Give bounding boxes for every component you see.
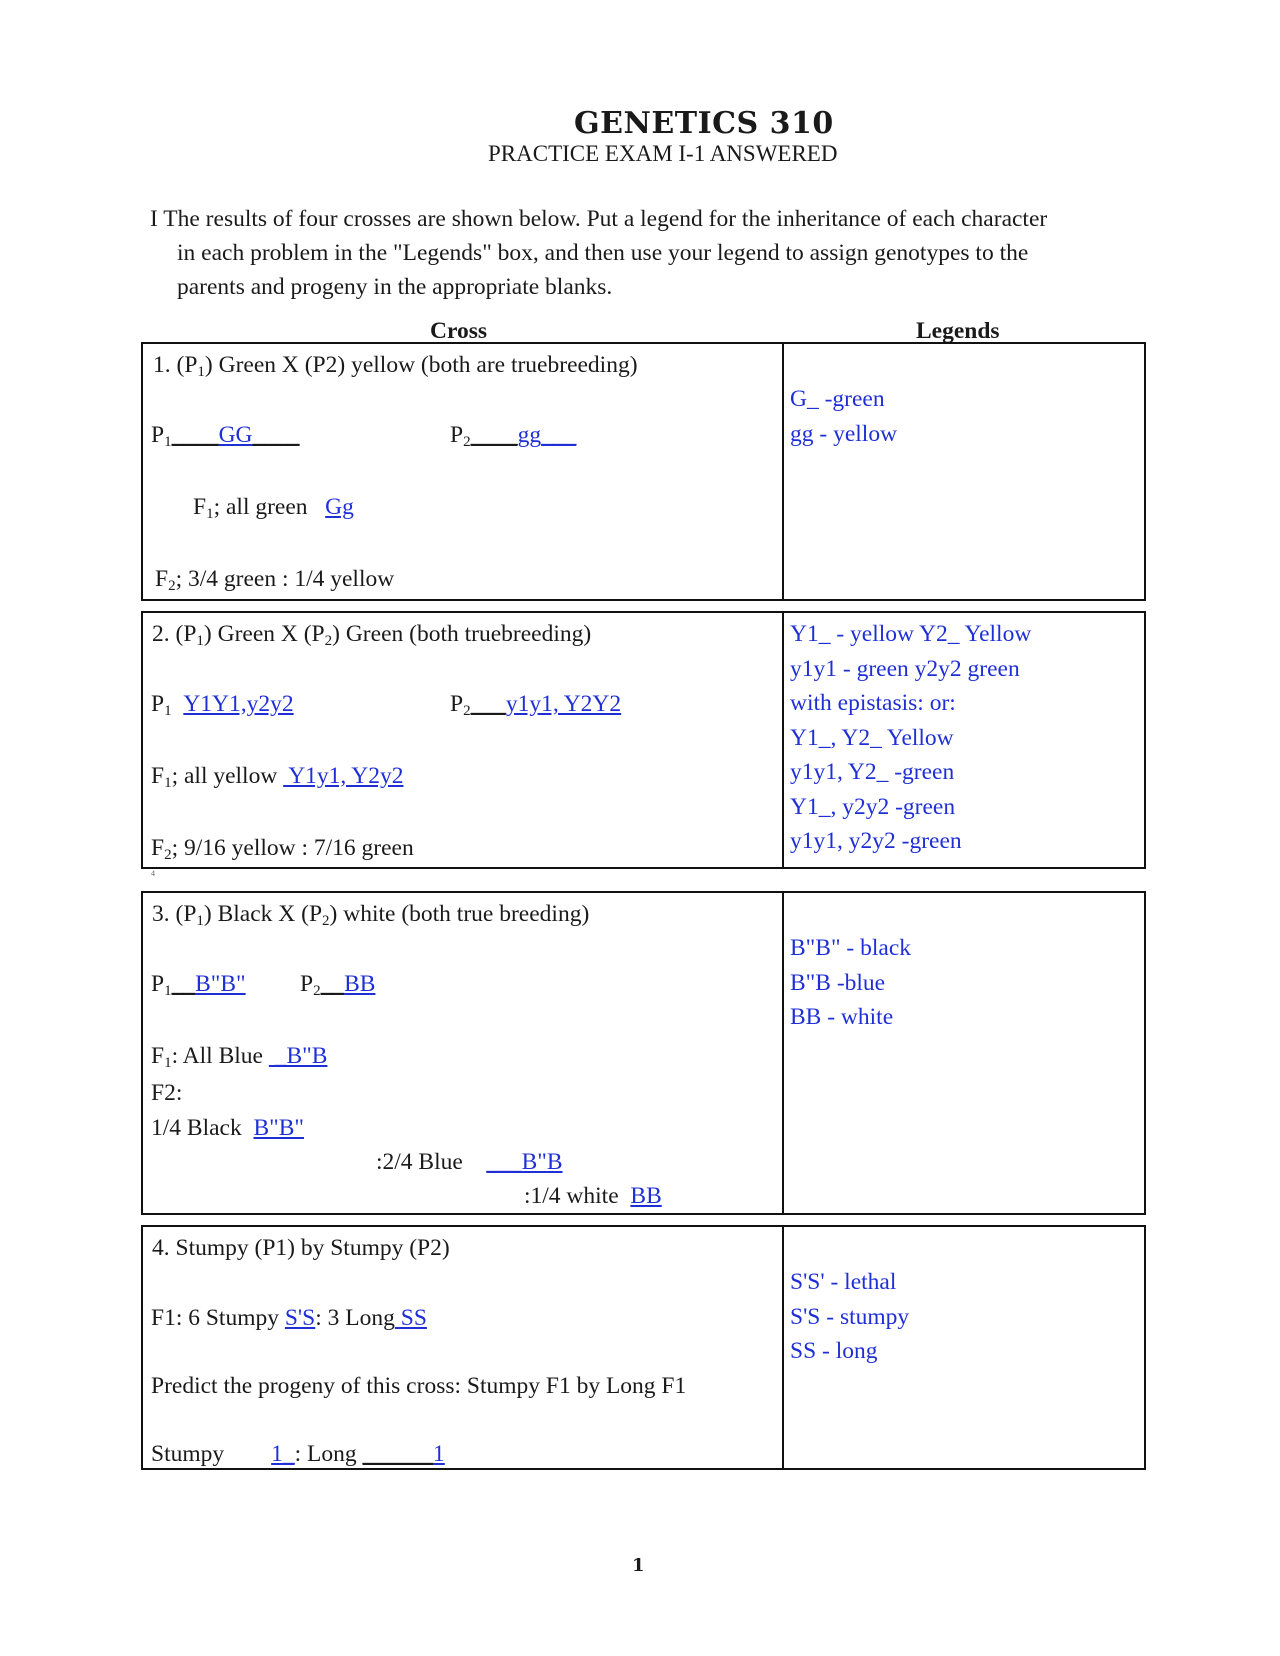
problem-1-f1-answer: Gg — [325, 494, 354, 520]
problem-3-f1-answer: B"B — [286, 1043, 328, 1069]
problem-1-box — [141, 342, 1146, 601]
page-number: 1 — [632, 1555, 645, 1576]
problem-1-p1: $P_1\_\_\_\_GG\_\_\_\_$ — [151, 422, 300, 450]
legend-line: S'S - stumpy — [790, 1303, 910, 1330]
legend-line: with epistasis: or: — [790, 690, 956, 716]
legend-line: Y1_, Y2_ Yellow — [790, 724, 954, 751]
problem-2-f2: $F_2$; 9/16 yellow : 7/16 green — [151, 835, 414, 863]
legend-line: SS - long — [790, 1338, 878, 1364]
problem-4-f1-answer-long: SS — [394, 1305, 427, 1331]
problem-3-p2-answer: BB — [344, 971, 376, 997]
page-title: GENETICS 310 — [574, 106, 834, 141]
legend-line: y1y1, y2y2 -green — [790, 828, 962, 854]
legend-line: gg - yellow — [790, 420, 898, 447]
problem-4-legend — [790, 1265, 909, 1369]
problem-3-box — [141, 891, 1146, 1215]
problem-3-black: 1/4 Black B"B" — [151, 1115, 305, 1141]
problem-3-black-answer: B"B" — [253, 1115, 305, 1141]
column-divider — [782, 344, 784, 599]
problem-2-box — [141, 611, 1146, 869]
problem-4-box — [141, 1225, 1146, 1470]
problem-1-f1: $F_1$; all green Gg — [193, 494, 354, 522]
problem-4-f1-answer-stumpy: S'S — [284, 1305, 316, 1331]
problem-4-result: Stumpy 1_: Long ______1 — [151, 1441, 445, 1467]
problem-4-f1: F1: 6 Stumpy S'S: 3 Long SS — [151, 1305, 427, 1331]
problem-3-f1: $F_1$: All Blue _B"B — [151, 1043, 328, 1071]
problem-3-p1-answer: B"B" — [195, 971, 246, 997]
column-header-legends: Legends — [916, 318, 1000, 344]
problem-2-legend — [790, 617, 1031, 859]
problem-3-heading: 3. $(P_1)$ Black X $(P_2)$ white (both true breeding) — [152, 901, 590, 929]
intro-line-3: parents and progeny in the appropriate blanks. — [177, 274, 613, 300]
column-divider — [782, 893, 784, 1213]
problem-3-white: :1/4 white BB — [524, 1183, 662, 1209]
problem-2-heading: 2. $(P_1)$ Green X $(P_2)$ Green (both truebreeding) — [152, 621, 592, 649]
problem-1-p2: $P_2\_\_\_\_gg\_\_\_$ — [450, 422, 577, 450]
legend-line: BB - white — [790, 1004, 894, 1030]
problem-4-long-answer: 1 — [433, 1441, 445, 1467]
problem-1-heading: 1. $(P_1)$ Green X (P2) yellow (both are truebreeding) — [153, 352, 638, 380]
legend-line: B"B -blue — [790, 969, 886, 996]
problem-1-p2-answer: gg — [517, 422, 542, 448]
legend-line: S'S' - lethal — [790, 1269, 897, 1295]
problem-3-p2: $P_2\_\_BB$ — [300, 971, 376, 999]
column-divider — [782, 1227, 784, 1468]
problem-1-f2: $F_2$; 3/4 green : 1/4 yellow — [155, 566, 395, 594]
legend-line: Y1_, y2y2 -green — [790, 793, 956, 820]
problem-3-p1: $P_1\_\_B"B$" — [151, 971, 246, 999]
problem-4-predict: Predict the progeny of this cross: Stumpy F1 by Long F1 — [151, 1373, 687, 1399]
problem-2-p1: $P_1$ Y1Y1,y2y2 — [151, 691, 294, 719]
problem-2-p1-answer: Y1Y1,y2y2 — [183, 691, 294, 717]
legend-line: Y1_ - yellow Y2_ Yellow — [790, 621, 1032, 647]
problem-1-p1-answer: GG — [218, 422, 253, 448]
legend-line: y1y1, Y2_ -green — [790, 759, 955, 785]
problem-3-f2: F2: — [151, 1080, 183, 1106]
problem-4-heading: 4. Stumpy (P1) by Stumpy (P2) — [152, 1235, 450, 1261]
page-subtitle: PRACTICE EXAM I-1 ANSWERED — [488, 141, 838, 166]
problem-1-legend — [790, 382, 897, 451]
legend-line: B"B" - black — [790, 935, 911, 961]
problem-3-blue-answer: B"B — [521, 1149, 563, 1175]
legend-line: y1y1 - green y2y2 green — [790, 655, 1020, 682]
legend-line: G_ -green — [790, 386, 885, 412]
problem-3-white-answer: BB — [630, 1183, 662, 1209]
problem-2-f1: $F_1$; all yellow Y1y1, Y2y2 — [151, 763, 404, 791]
intro-line-1: I The results of four crosses are shown below. Put a legend for the inheritance of each character — [150, 206, 1048, 232]
problem-2-f1-answer: Y1y1, Y2y2 — [283, 763, 404, 789]
intro-line-2: in each problem in the "Legends" box, and then use your legend to assign genotypes to the — [177, 240, 1029, 266]
problem-2-p2-answer: y1y1, Y2Y2 — [505, 691, 622, 717]
problem-3-legend — [790, 931, 911, 1035]
problem-3-blue: :2/4 Blue ___B"B — [376, 1149, 563, 1175]
problem-2-p2: $P_2\_\_\_y1y1$, Y2Y2 — [450, 691, 622, 719]
problem-4-stumpy-answer: 1 — [271, 1441, 283, 1467]
column-divider — [782, 613, 784, 867]
footnote-mark: 4 — [151, 869, 155, 878]
column-header-cross: Cross — [430, 318, 488, 344]
